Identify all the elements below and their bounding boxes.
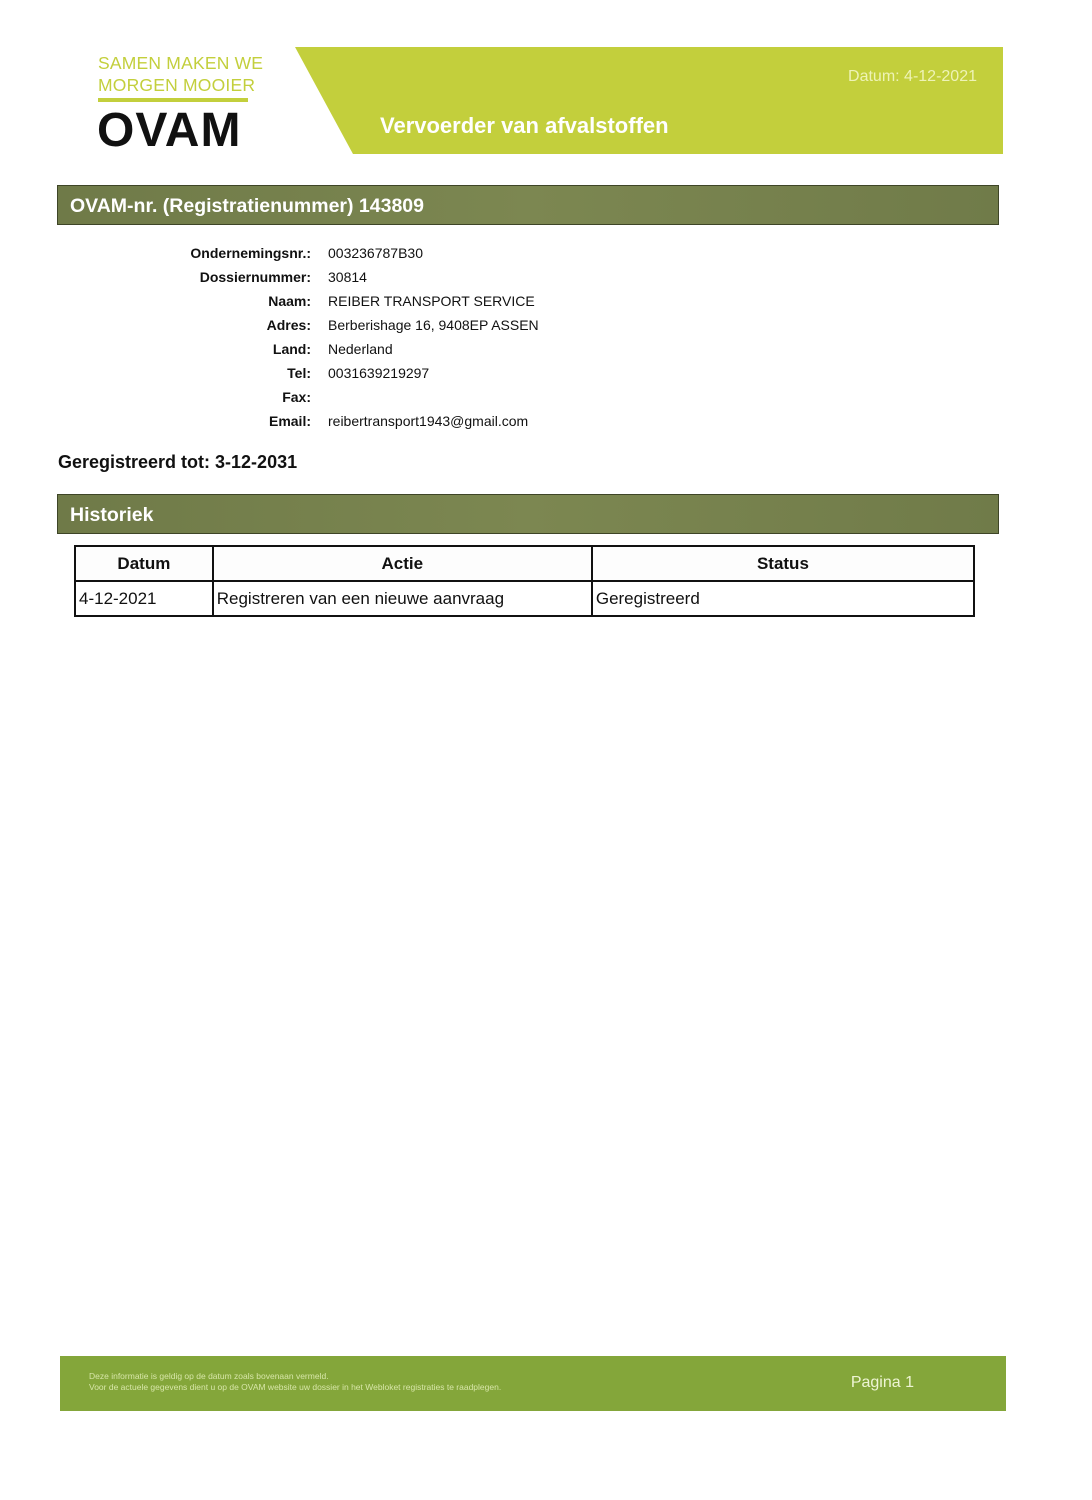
slogan-line-2: MORGEN MOOIER xyxy=(98,75,256,95)
detail-value: 0031639219297 xyxy=(328,365,430,381)
history-table xyxy=(74,545,975,617)
detail-value: 003236787B30 xyxy=(328,245,423,261)
cell-action: Registreren van een nieuwe aanvraag xyxy=(213,581,592,616)
slogan-line-1: SAMEN MAKEN WE xyxy=(98,53,264,73)
footer-note-line-1: Deze informatie is geldig op de datum zoals bovenaan vermeld. xyxy=(89,1371,329,1381)
logo-slogan xyxy=(98,52,263,96)
footer-band xyxy=(60,1356,1006,1411)
column-header-status: Status xyxy=(592,546,974,581)
table-header-row xyxy=(75,546,974,581)
table-row xyxy=(75,581,974,616)
document-title: Vervoerder van afvalstoffen xyxy=(380,113,669,138)
document-date: Datum: 4-12-2021 xyxy=(848,68,977,85)
detail-value: Nederland xyxy=(328,341,393,357)
detail-label: Dossiernummer: xyxy=(199,269,311,285)
detail-value: REIBER TRANSPORT SERVICE xyxy=(328,293,535,309)
column-header-date: Datum xyxy=(75,546,213,581)
cell-status: Geregistreerd xyxy=(592,581,974,616)
detail-label: Fax: xyxy=(282,389,311,405)
page-number: Pagina 1 xyxy=(850,1374,914,1391)
footer-note-line-2: Voor de actuele gegevens dient u op de OVAM website uw dossier in het Webloket registraties te raadplegen. xyxy=(89,1382,502,1392)
footer-note xyxy=(89,1371,501,1393)
ovam-logo: OVAM xyxy=(97,104,242,157)
detail-label: Ondernemingsnr.: xyxy=(190,245,311,261)
registration-number-bar xyxy=(57,185,999,225)
registered-until: Geregistreerd tot: 3-12-2031 xyxy=(58,452,298,472)
detail-value: reibertransport1943@gmail.com xyxy=(328,413,529,429)
registration-number: OVAM-nr. (Registratienummer) 143809 xyxy=(70,195,424,217)
detail-value: Berberishage 16, 9408EP ASSEN xyxy=(328,317,539,333)
logo-divider xyxy=(98,98,248,102)
detail-label: Adres: xyxy=(266,317,311,333)
column-header-action: Actie xyxy=(213,546,592,581)
detail-label: Land: xyxy=(272,341,311,357)
detail-label: Email: xyxy=(268,413,311,429)
detail-label: Tel: xyxy=(287,365,311,381)
header-band xyxy=(295,47,1003,154)
detail-value: 30814 xyxy=(328,269,367,285)
history-bar xyxy=(57,494,999,534)
detail-label: Naam: xyxy=(268,293,311,309)
history-title: Historiek xyxy=(70,504,154,526)
cell-date: 4-12-2021 xyxy=(75,581,213,616)
